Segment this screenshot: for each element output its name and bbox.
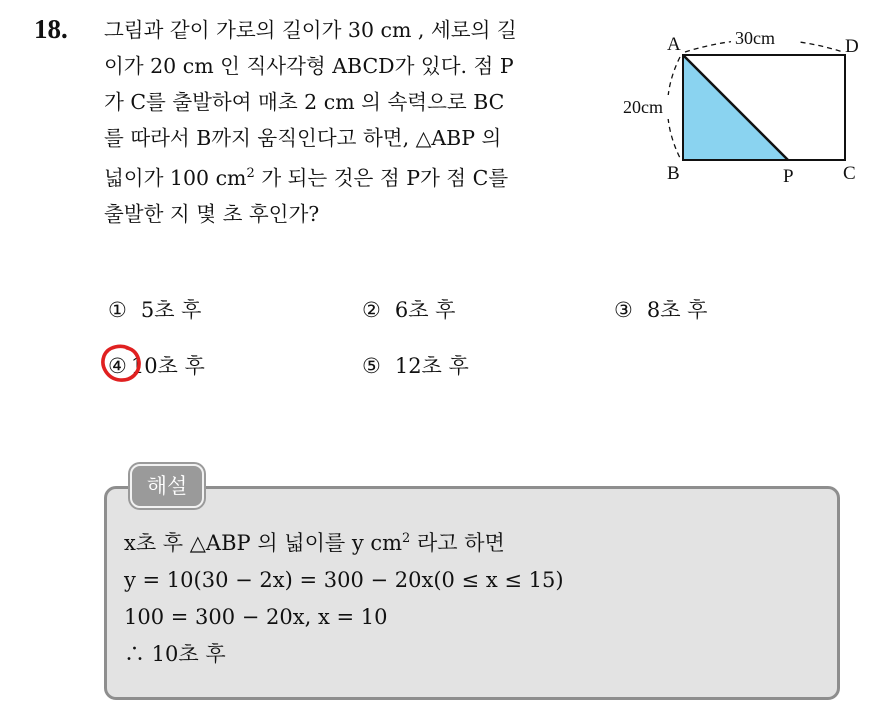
choice-1[interactable]: [108, 294, 201, 324]
question-line-part: 가 되는 것은 점 P가 점 C를: [261, 165, 509, 190]
choice-2[interactable]: [362, 294, 455, 324]
choice-3[interactable]: [614, 294, 707, 324]
solution-line: y = 10(30 − 2x) = 300 − 20x(0 ≤ x ≤ 15): [124, 568, 564, 592]
choice-mark: ③: [614, 298, 633, 322]
question-line: 이가 20 cm 인 직사각형 ABCD가 있다. 점 P: [104, 54, 514, 78]
choice-mark: ⑤: [362, 354, 381, 378]
solution-line: ∴ 10초 후: [124, 642, 226, 666]
question-line: 가 C를 출발하여 매초 2 cm 의 속력으로 BC: [104, 90, 505, 114]
choice-label: 12초 후: [394, 354, 469, 378]
question-line: [104, 156, 604, 196]
label-c: C: [843, 163, 856, 184]
width-label: 30cm: [735, 28, 775, 48]
question-number: 18.: [34, 14, 68, 44]
label-d: D: [845, 36, 859, 57]
question-line: 출발한 지 몇 초 후인가?: [104, 201, 320, 226]
question-line-part: 넓이가 100 cm: [104, 165, 247, 190]
exponent: 2: [246, 166, 255, 181]
answer-circle-mark: [100, 342, 144, 384]
solution-line-part: x초 후 △ABP 의 넓이를 y cm: [124, 531, 403, 555]
choice-mark: ②: [362, 298, 381, 322]
choice-label: 6초 후: [394, 298, 456, 322]
solution-line: [124, 520, 564, 562]
choice-label: 10초 후: [130, 354, 205, 378]
question-line: 그림과 같이 가로의 길이가 30 cm , 세로의 길: [104, 18, 517, 42]
solution-line-part: 라고 하면: [410, 531, 505, 555]
exponent: 2: [402, 531, 411, 546]
height-label: 20cm: [623, 97, 663, 117]
label-a: A: [667, 34, 681, 55]
label-p: P: [783, 166, 794, 187]
solution-line: 100 = 300 − 20x, x = 10: [124, 605, 388, 629]
choice-label: 5초 후: [140, 298, 202, 322]
choice-5[interactable]: [362, 350, 469, 380]
question-line: 를 따라서 B까지 움직인다고 하면, △ABP 의: [104, 126, 502, 150]
label-b: B: [667, 163, 680, 184]
solution-text: [124, 520, 564, 673]
choice-label: 8초 후: [646, 298, 708, 322]
choice-mark: ①: [108, 298, 127, 322]
solution-tag: 해설: [130, 464, 204, 508]
rectangle-figure: [605, 25, 875, 190]
choice-mark: ④: [108, 354, 127, 378]
question-text: [104, 12, 604, 232]
